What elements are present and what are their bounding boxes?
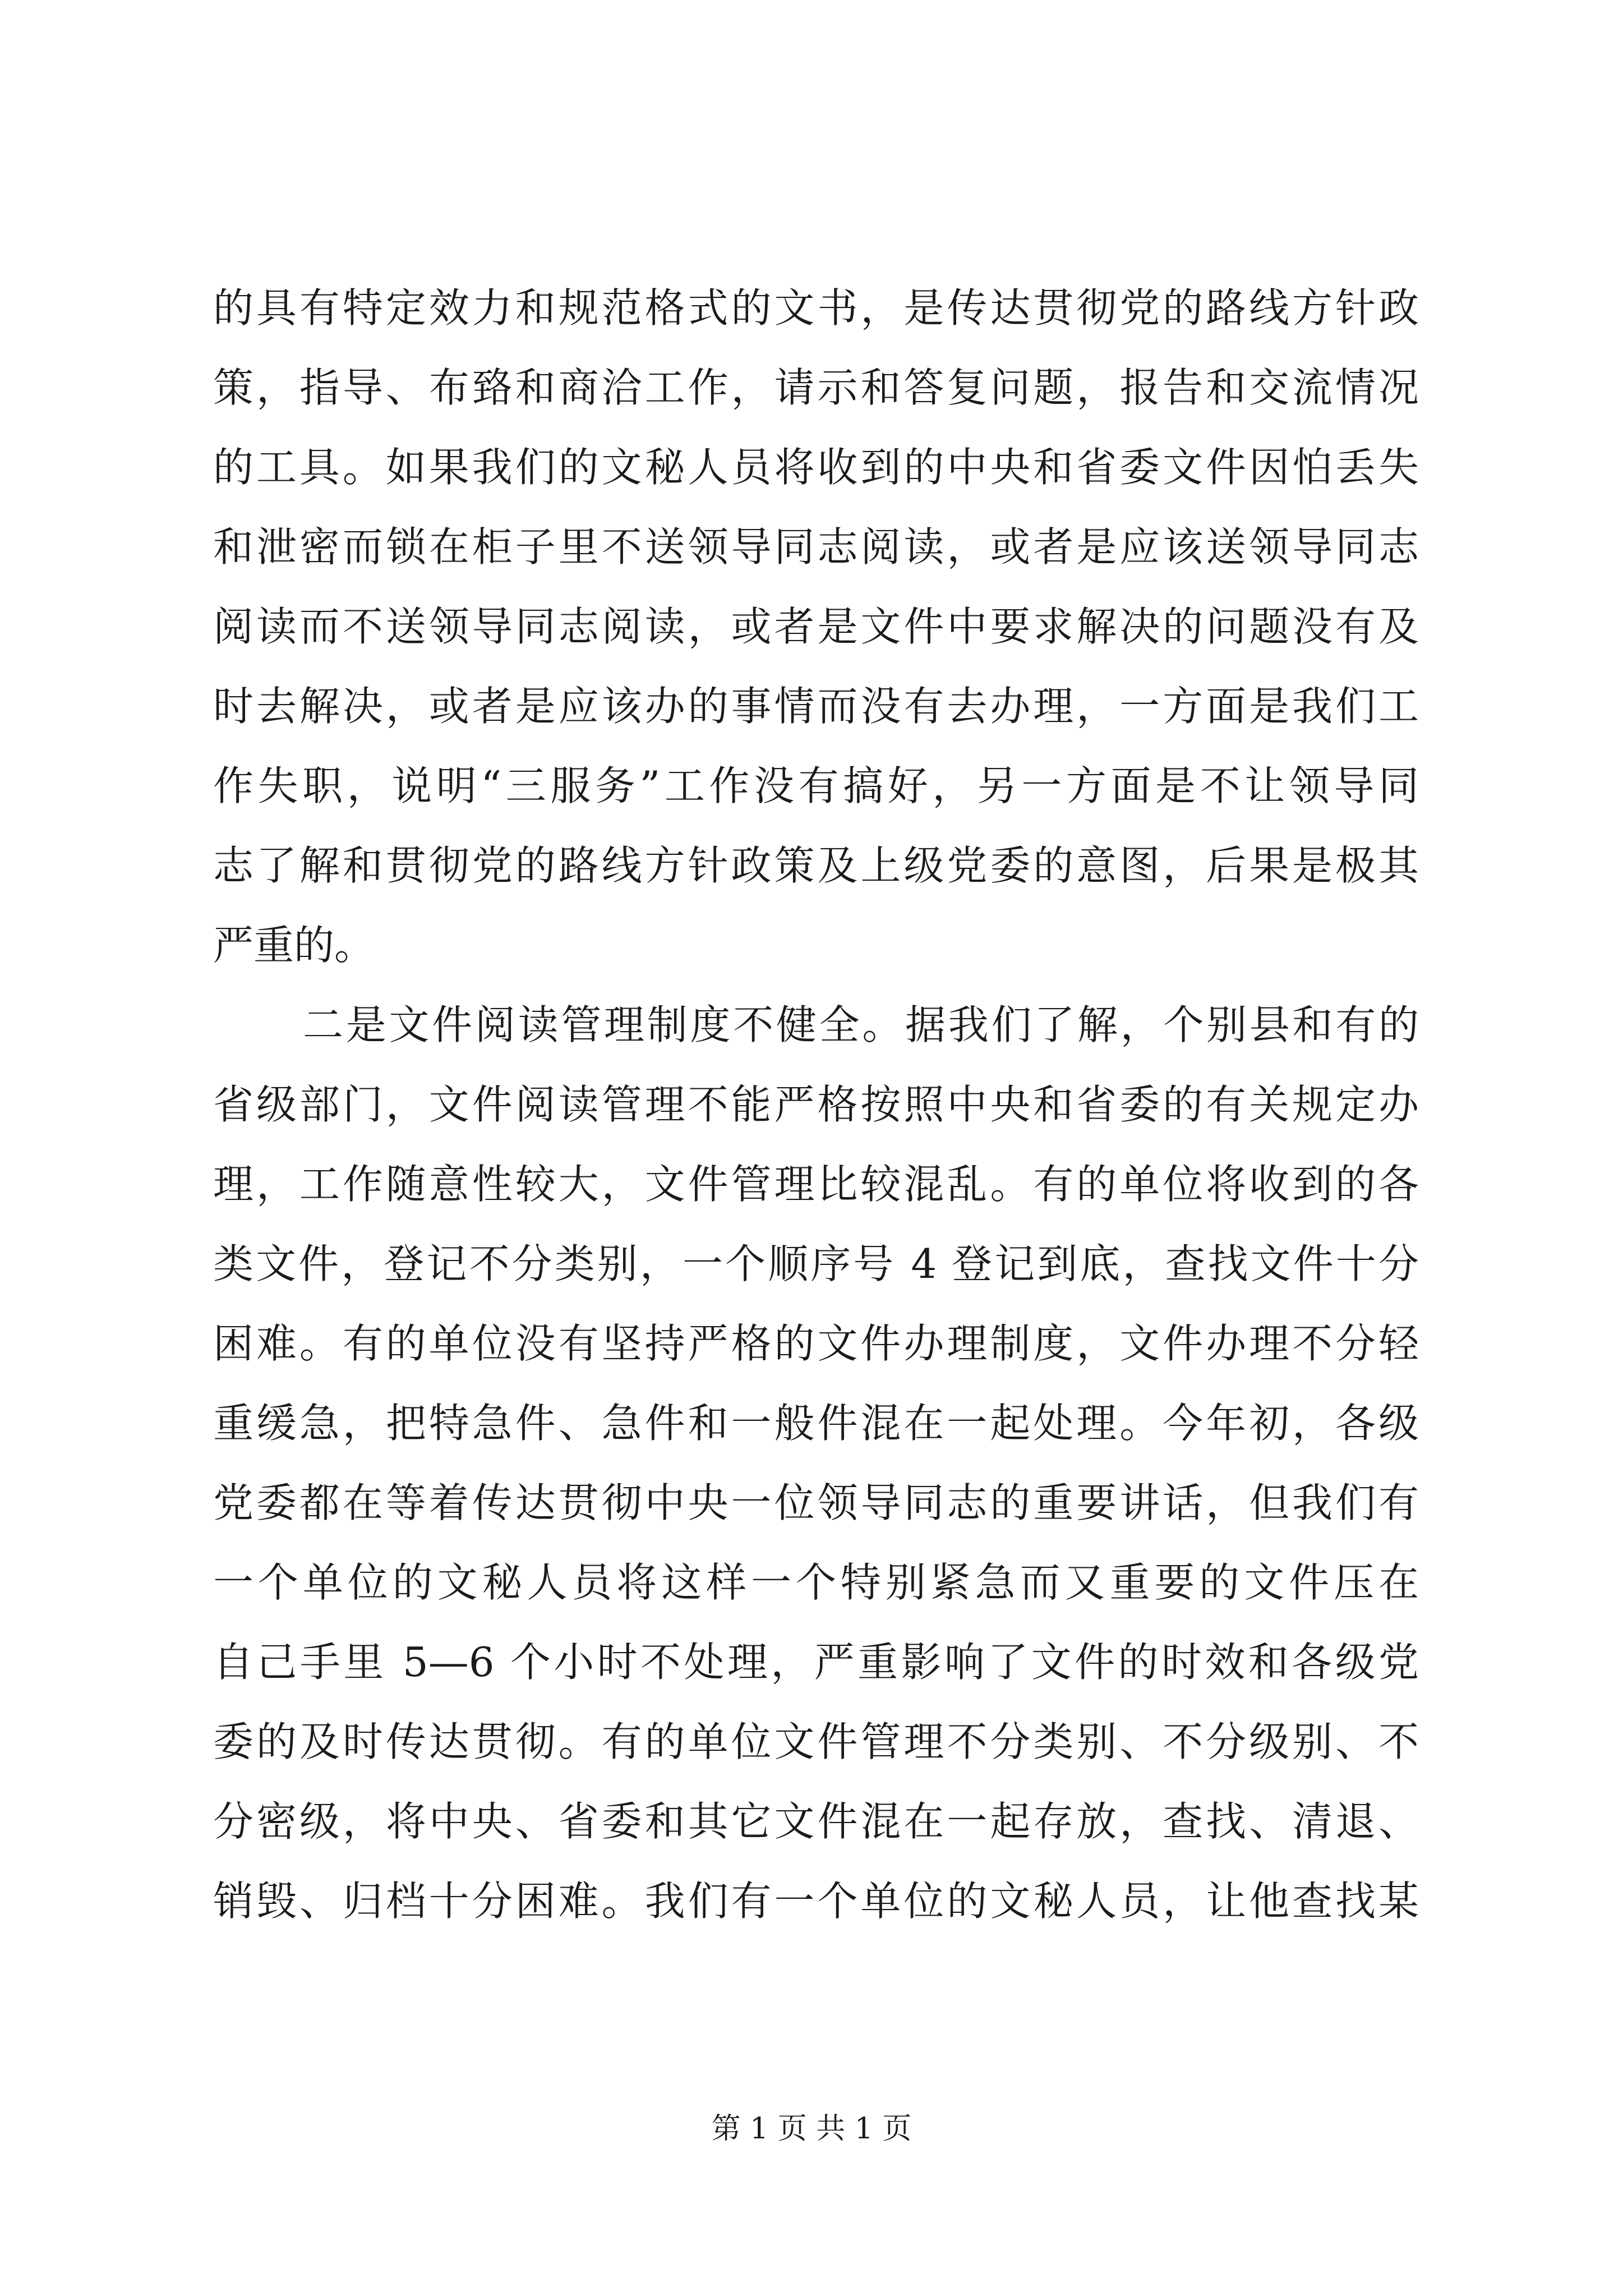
page-footer: 第 1 页 共 1 页: [711, 2112, 912, 2146]
paragraph-1-line-1: 的具有特定效力和规范格式的文书，是传达贯彻党的路线方针政: [213, 284, 1419, 332]
paragraph-2-line-12: 销毁、归档十分困难。我们有一个单位的文秘人员，让他查找某: [213, 1878, 1419, 1925]
paragraph-1: [213, 268, 1419, 985]
paragraph-1-line-8: 志了解和贯彻党的路线方针政策及上级党委的意图，后果是极其: [213, 842, 1419, 889]
paragraph-2-line-7: 党委都在等着传达贯彻中央一位领导同志的重要讲话，但我们有: [213, 1479, 1419, 1526]
paragraph-1-line-3: 的工具。如果我们的文秘人员将收到的中央和省委文件因怕丢失: [213, 444, 1419, 491]
paragraph-1-line-9: 严重的。: [213, 922, 375, 969]
paragraph-2-line-8: 一个单位的文秘人员将这样一个特别紧急而又重要的文件压在: [213, 1559, 1419, 1606]
paragraph-2-line-5: 困难。有的单位没有坚持严格的文件办理制度，文件办理不分轻: [213, 1320, 1419, 1367]
paragraph-2-line-6: 重缓急，把特急件、急件和一般件混在一起处理。今年初，各级: [213, 1400, 1419, 1447]
paragraph-1-line-7: 作失职，说明“三服务”工作没有搞好，另一方面是不让领导同: [213, 762, 1419, 809]
paragraph-2-line-10: 委的及时传达贯彻。有的单位文件管理不分类别、不分级别、不: [213, 1718, 1419, 1765]
paragraph-1-line-6: 时去解决，或者是应该办的事情而没有去办理，一方面是我们工: [213, 683, 1419, 730]
paragraph-2-line-11: 分密级，将中央、省委和其它文件混在一起存放，查找、清退、: [213, 1798, 1419, 1845]
paragraph-2-line-1: 二是文件阅读管理制度不健全。据我们了解，个别县和有的: [303, 1001, 1419, 1048]
paragraph-2-line-2: 省级部门，文件阅读管理不能严格按照中央和省委的有关规定办: [213, 1081, 1419, 1128]
paragraph-1-line-5: 阅读而不送领导同志阅读，或者是文件中要求解决的问题没有及: [213, 603, 1419, 650]
document-body: [213, 268, 1419, 1941]
paragraph-1-line-2: 策，指导、布臵和商洽工作，请示和答复问题，报告和交流情况: [213, 364, 1419, 411]
paragraph-2-line-4: 类文件，登记不分类别，一个顺序号 4 登记到底，查找文件十分: [213, 1240, 1419, 1287]
paragraph-2-line-9: 自己手里 5—6 个小时不处理，严重影响了文件的时效和各级党: [213, 1639, 1419, 1686]
paragraph-2: [213, 985, 1419, 1941]
paragraph-1-line-4: 和泄密而锁在柜子里不送领导同志阅读，或者是应该送领导同志: [213, 523, 1419, 570]
paragraph-2-line-3: 理，工作随意性较大，文件管理比较混乱。有的单位将收到的各: [213, 1161, 1419, 1208]
